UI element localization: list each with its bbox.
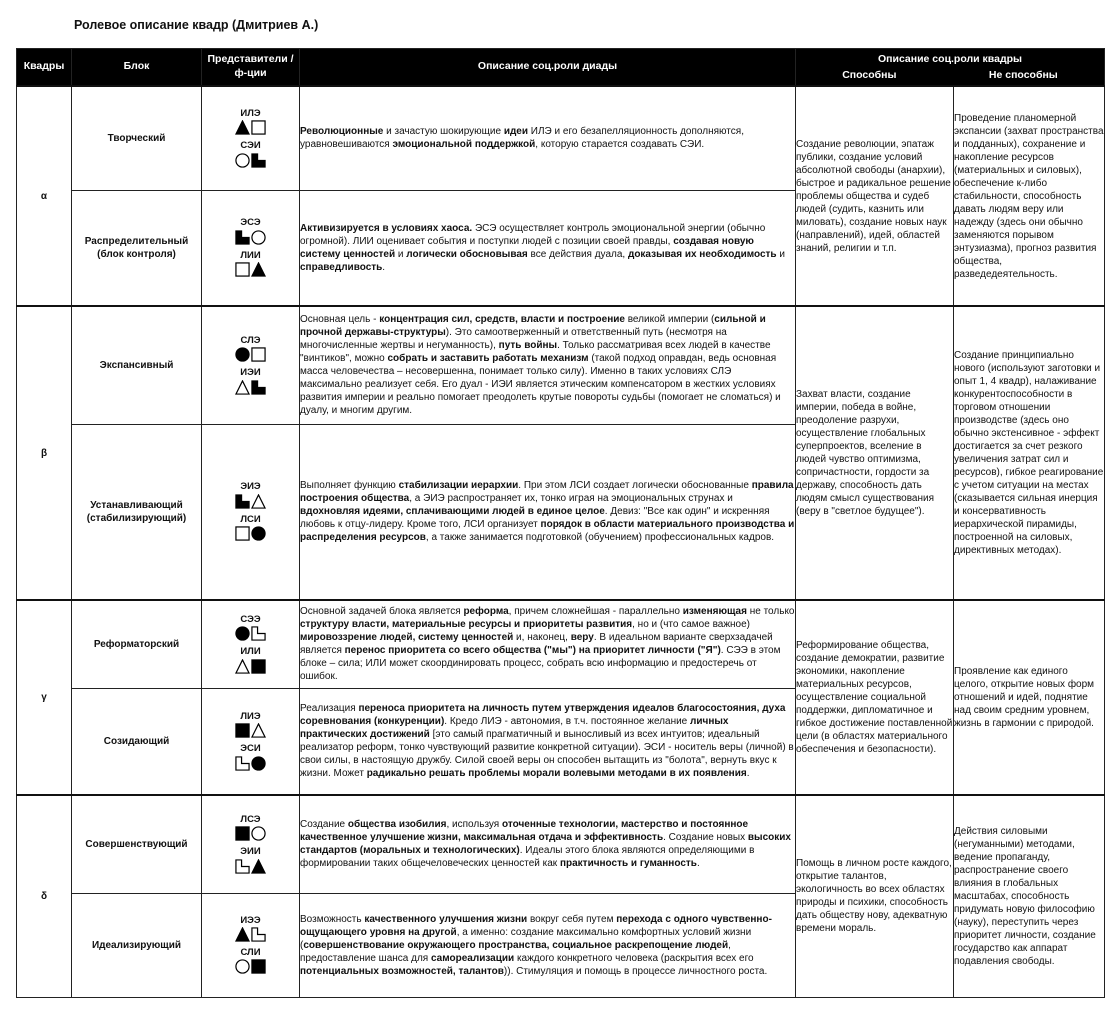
circle-outline-icon [235,153,250,168]
square-filled-icon [235,723,250,738]
representative-label: СЭЭ [240,613,261,625]
block-name: Созидающий [72,688,202,795]
description-emphasis: реформа [463,606,509,618]
description-text: и [395,248,407,260]
representative-label: ИЭЭ [240,914,261,926]
description-emphasis: высоких стандартов (моральных и технологических) [300,832,791,857]
function-glyphs [235,723,266,738]
description-text: и зачастую шокирующие [383,126,504,138]
representative [202,744,299,770]
representative [202,482,299,508]
dyad-description [300,688,796,795]
representatives [202,86,300,190]
description-text: , которую старается создавать СЭИ. [535,139,705,151]
header-cannot: Не способны [988,69,1058,81]
description-text: и, наконец, [513,632,571,644]
description-text: . Идеалы этого блока являются определяющими в формировании таких общечеловеческих ценностей как [300,845,755,870]
description-emphasis: мировоззрение людей, систему ценностей [300,632,514,644]
representative-label: ЭСИ [240,743,261,755]
representative-label: ЛИЭ [240,710,261,722]
description-text: . [746,768,750,780]
block-name: Идеализирующий [72,893,202,997]
description-emphasis: потенциальных возможностей, талантов [300,965,504,977]
dyad-description [300,86,796,190]
description-text: Основной задачей блока является [300,606,464,618]
representative-label: ЛСЭ [240,813,261,825]
circle-filled-icon [235,347,250,362]
header-quadra-role [796,49,1105,87]
representative [202,515,299,541]
triangle-filled-icon [251,859,266,874]
function-glyphs [235,626,266,641]
representative-label: ЛИИ [240,249,261,261]
description-emphasis: структуру власти, материальные ресурсы и приоритеты развития [300,619,633,631]
quadra-symbol: α [17,86,72,306]
header-reps: Представители / ф-ции [202,49,300,87]
description-text: великой империи ( [624,314,715,326]
table-row [17,306,1105,424]
description-text: , но и (что самое важное) [632,619,751,631]
description-text: . Девиз: "Все как один" и искренняя любовь к отцу-лидеру. Кроме того, ЛСИ организует [300,506,770,531]
description-text: Возможность [300,913,365,925]
description-text: [это самый прагматичный и выносливый из всех интуитов; идеальный реализатор реформ, тонко чувствующий развитие конкретной ситуации). ЭСИ - носитель веры (личной) в свои силы, в настоящую дружбу. Силой своей веры он способен вытащить из "болота", вернуть вкус к жизни. Может [300,729,794,780]
representatives [202,688,300,795]
description-text: . В идеальном варианте сверхзадачей является [300,632,773,657]
description-emphasis: Активизируется в условиях хаоса. [300,222,473,234]
block-name: Творческий [72,86,202,190]
block-name: Распределительный (блок контроля) [72,190,202,306]
dyad-description [300,190,796,306]
description-emphasis: вдохновляя идеями, сплачивающими людей в единое целое [300,506,605,518]
description-text: не только [746,606,795,618]
quadra-cannot: Проявление как единого целого, открытие новых форм отношений и идей, поднятие над своим средним уровнем, жизнь в гармонии с природой. [954,600,1105,795]
circle-outline-icon [251,826,266,841]
representative [202,251,299,277]
function-glyphs [235,153,266,168]
representative-label: ЭИЭ [240,481,261,493]
description-emphasis: создавая новую систему ценностей [300,235,754,260]
representative [202,916,299,942]
l-shape-outline-icon [251,927,266,942]
dyad-description [300,424,796,600]
representative [202,336,299,362]
description-text: . Кредо ЛИЭ - автономия, в т.ч. постоянное желание [444,716,691,728]
header-quadra-role-title: Описание соц.роли квадры [877,53,1023,66]
square-outline-icon [235,262,250,277]
description-emphasis: правила построения общества [300,480,794,505]
square-filled-icon [235,826,250,841]
description-text: и [776,248,785,260]
circle-filled-icon [251,526,266,541]
block-name: Экспансивный [72,306,202,424]
header-quadra: Квадры [17,49,72,87]
triangle-filled-icon [235,927,250,942]
description-text: )). Стимуляция и помощь в процессе личностного роста. [503,965,768,977]
dyad-description [300,795,796,893]
l-shape-filled-icon [235,230,250,245]
function-glyphs [235,526,266,541]
function-glyphs [235,262,266,277]
description-emphasis: эмоциональной поддержкой [392,139,536,151]
header-dyad: Описание соц.роли диады [300,49,796,87]
description-emphasis: качественного улучшения жизни [364,913,528,925]
triangle-outline-icon [251,723,266,738]
table-header [17,49,1105,87]
representative-label: ЭИИ [240,846,261,858]
description-text: ). Это самоотверженный и ответственный путь (несмотря на многочисленные жертвы и негуманность), [300,327,727,352]
circle-outline-icon [251,230,266,245]
representatives [202,795,300,893]
page-title: Ролевое описание квадр (Дмитриев А.) [74,18,319,32]
square-filled-icon [251,959,266,974]
description-emphasis: совершенствование окружающего пространства, социальное раскрепощение людей [303,939,729,951]
triangle-outline-icon [235,380,250,395]
description-emphasis: Революционные [300,126,384,138]
description-emphasis: личных практических достижений [300,716,729,741]
representative-label: ИЭИ [240,367,261,379]
description-text: . [696,858,700,870]
description-text: Основная цель - [300,314,380,326]
triangle-filled-icon [251,262,266,277]
representative [202,647,299,673]
description-emphasis: оточенные технологии, мастерство и постоянное качественное улучшение жизни, максимальная отдача и эффективность [300,819,749,844]
description-text: Выполняет функцию [300,480,399,492]
representatives [202,600,300,688]
quadra-can: Реформирование общества, создание демократии, развитие экономики, накопление материальных ресурсов, осуществление социальной поддержки, дипломатичное и гибкое достижение поставленной цели (в областях материального обеспечения и безопасности). [796,600,954,795]
description-emphasis: радикально решать проблемы морали волевыми методами в их появления [366,768,747,780]
function-glyphs [235,659,266,674]
function-glyphs [235,826,266,841]
representatives [202,424,300,600]
description-text: , предоставление шанса для [300,939,731,964]
quadra-symbol: β [17,306,72,600]
block-name: Совершенствующий [72,795,202,893]
description-emphasis: веру [570,632,594,644]
description-emphasis: сильной и прочной державы-структуры [300,314,766,339]
representative-label: СЭИ [240,140,261,152]
description-emphasis: порядок в области материального производства и распределения ресурсов [300,519,795,544]
description-text: ЭСЭ осуществляет контроль эмоциональной энергии (обычно огромной). ЛИИ оценивает события и поступки людей с позиции своей правды, [300,222,766,247]
representative-label: ЛСИ [240,513,261,525]
description-text: , а именно: создание максимально комфортных условий жизни ( [300,926,752,951]
description-text: вокруг себя путем [527,913,617,925]
function-glyphs [235,120,266,135]
description-emphasis: общества изобилия [347,819,447,831]
description-emphasis: доказывая их необходимость [627,248,777,260]
quadra-can: Захват власти, создание империи, победа в войне, преодоление разрухи, осуществление глобальных суперпроектов, вселение в людей чувство оптимизма, сопричастности, гордости за державу, способность дать людям смысл существования (веру в "светлое будущее"). [796,306,954,600]
representative [202,948,299,974]
description-emphasis: перехода с одного чувственно-ощущающего уровня на другой [300,913,772,938]
description-text: каждого конкретного человека (раскрытия всех его [514,952,754,964]
square-outline-icon [251,347,266,362]
representative-label: СЛИ [240,947,261,958]
description-text: , а ЭИЭ распространяет их, тонко играя на эмоциональных струнах и [409,493,733,505]
dyad-description [300,893,796,997]
square-outline-icon [251,120,266,135]
header-block: Блок [72,49,202,87]
quadra-symbol: γ [17,600,72,795]
l-shape-filled-icon [251,153,266,168]
quadra-can: Помощь в личном росте каждого, открытие талантов, экологичность во всех областях природы и психики, способность дать обществу нову, адекватную времени мораль. [796,795,954,997]
description-emphasis: самореализации [430,952,515,964]
function-glyphs [235,230,266,245]
l-shape-filled-icon [251,380,266,395]
description-text: ИЛЭ и его безапелляционность дополняются, уравновешиваются [300,126,744,151]
l-shape-outline-icon [235,756,250,771]
circle-filled-icon [235,626,250,641]
description-text: . [382,261,386,273]
description-text: Создание [300,819,348,831]
representative [202,368,299,394]
block-name: Устанавливающий (стабилизирующий) [72,424,202,600]
function-glyphs [235,859,266,874]
circle-filled-icon [251,756,266,771]
dyad-description [300,600,796,688]
circle-outline-icon [235,959,250,974]
description-text: . Создание новых [663,832,748,844]
function-glyphs [235,380,266,395]
quadra-cannot: Создание принципиально нового (используют заготовки и опыт 1, 4 квадр), налаживание конкурентоспособности в торговом отношении производстве (здесь оно обычно экстенсивное - эффект достигается за счет резкого увеличения затрат сил и ресурсов), гибкое реагирование с учетом ситуации на местах (сказывается сильная инерция и консервативность иерархической пирамиды, построенной на силовых, директивных методах). [954,306,1105,600]
square-outline-icon [235,526,250,541]
quadra-cannot: Проведение планомерной экспансии (захват пространства и подданных), сохранение и накопление ресурсов (материальных и силовых), обеспечение к-либо стабильности, способность давать людям веру или надежду (здесь они обычно заменяются порывом энтузиазма), прогноз развития общества, разведедеятельность. [954,86,1105,306]
table-row [17,600,1105,688]
description-text: . При этом ЛСИ создает логически обоснованные [518,480,752,492]
representative [202,141,299,167]
description-emphasis: путь войны [498,340,558,352]
square-filled-icon [251,659,266,674]
representatives [202,306,300,424]
description-emphasis: логически обосновывая [406,248,528,260]
function-glyphs [235,347,266,362]
description-text: . Только рассматривая всех людей в качестве "винтиков", можно [300,340,771,365]
triangle-filled-icon [235,120,250,135]
quadra-table [16,48,1105,998]
function-glyphs [235,959,266,974]
triangle-outline-icon [235,659,250,674]
block-name: Реформаторский [72,600,202,688]
description-emphasis: справедливость [300,261,383,273]
representative-label: ИЛЭ [240,107,261,119]
description-emphasis: собрать и заставить работать механизм [387,353,589,365]
quadra-symbol: δ [17,795,72,997]
representative [202,712,299,738]
representative-label: ИЛИ [240,646,261,658]
description-emphasis: перенос приоритета со всего общества ("мы") на приоритет личности ("Я") [344,645,721,657]
description-text: , используя [446,819,502,831]
representative [202,615,299,641]
function-glyphs [235,756,266,771]
triangle-outline-icon [251,494,266,509]
l-shape-outline-icon [235,859,250,874]
header-can: Способны [842,69,897,81]
function-glyphs [235,494,266,509]
representative [202,109,299,135]
description-text: (такой подход оправдан, ведь основная масса человечества – несовершенна, понимает только силу). Именно в таких условиях СЛЭ максимально реализует себя. Его дуал - ИЭИ является этическим компенсатором в жестких условиях развития империи и реально помогает преодолеть крутые повороты судьбы (помогает не сломаться) и дуалу, и многим другим. [300,353,781,417]
dyad-description [300,306,796,424]
table-row [17,86,1105,190]
description-text: . СЭЭ в этом блоке – сила; ИЛИ может скоординировать процесс, собрать всю информацию и предостеречь от ошибок. [300,645,781,683]
description-emphasis: изменяющая [682,606,747,618]
description-emphasis: практичность и гуманность [559,858,697,870]
l-shape-outline-icon [251,626,266,641]
description-emphasis: концентрация сил, средств, власти и построение [379,314,625,326]
description-text: все действия дуала, [527,248,628,260]
l-shape-filled-icon [235,494,250,509]
description-emphasis: идеи [503,126,529,138]
quadra-cannot: Действия силовыми (негуманными) методами, ведение пропаганду, распространение своего влияния в глобальных масштабах, способность придумать новую философию (науку), переступить через приоритет личности, создание государство как аппарат подавления свободы. [954,795,1105,997]
quadra-can: Создание революции, эпатаж публики, создание условий абсолютной свободы (анархии), быстрое и радикальное решение проблемы общества и судеб людей (судить, казнить или миловать), создание новых наук (направлений), идей, областей знаний, религии и т.п. [796,86,954,306]
representative-label: ЭСЭ [240,217,261,229]
table-row [17,795,1105,893]
description-emphasis: стабилизации иерархии [398,480,519,492]
representative [202,218,299,244]
description-text: , причем сложнейшая - параллельно [508,606,683,618]
representatives [202,893,300,997]
representative [202,847,299,873]
description-text: Реализация [300,703,359,715]
representative [202,815,299,841]
table-body [17,86,1105,997]
function-glyphs [235,927,266,942]
description-text: , а также занимается подготовкой (обучением) профессиональных кадров. [425,532,775,544]
representatives [202,190,300,306]
representative-label: СЛЭ [240,334,261,346]
description-emphasis: переноса приоритета на личность путем утверждения идеалов благосостояния, духа соревнования (конкуренции) [300,703,786,728]
